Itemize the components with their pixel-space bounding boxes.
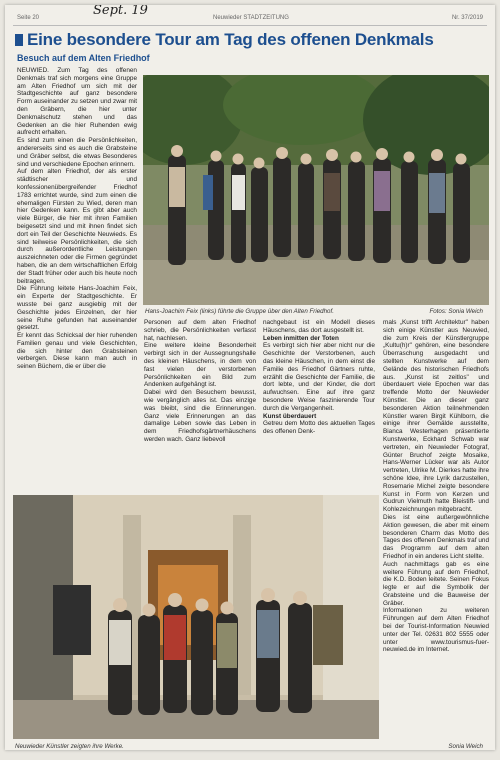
article-title: Eine besondere Tour am Tag des offenen Denkmals (27, 30, 434, 49)
text-column-4 (383, 319, 489, 741)
paragraph: Informationen zu weiteren Führungen auf dem Alten Friedhof bei der Tourist-Information Neuwied unter der Tel. 02631 802 5555 oder unter www.tourismus-fuer-neuwied.de im Internet. (383, 607, 489, 654)
page-number: Seite 20 (17, 15, 40, 21)
paragraph: Es verbirgt sich hier aber nicht nur die Geschichte der Verstorbenen, auch das kleine Häuschen, in dem einst die Familie des Friedhof Gärtners ruhte, erzählt die Geschichte der Familie, die dort lebte, und der Kinder, die dort aufwuchsen. Eine auf ihre ganz besondere Weise faszinierende Tour durch die Vergangenheit. (263, 342, 375, 412)
text-column-1 (17, 67, 137, 493)
group-photo-cemetery (143, 75, 489, 305)
group-photo-artists (13, 495, 379, 739)
text-column-2 (144, 319, 256, 493)
paragraph: NEUWIED. Zum Tag des offenen Denkmals traf sich morgens eine Gruppe am Alten Friedhof um sich mit der Stadtgeschichte auf ganz besondere Form auseinander zu setzen und zwar mit den Gräbern, die hier unter Denkmalschutz stehen und das Gedenken an die hier Ruhenden ewig aufrecht erhalten. (17, 67, 137, 137)
issue-number: Nr. 37/2019 (451, 15, 483, 21)
page-header (13, 11, 487, 26)
photo1-caption: Hans-Joachim Feix (links) führte die Gruppe über den Alten Friedhof. (145, 308, 334, 315)
paragraph: nachgebaut ist ein Modell dieses Häuschens, das dort ausgestellt ist. (263, 319, 375, 334)
paragraph: Dabei wird den Besuchern bewusst, wie vergänglich alles ist. Das einzige was bleibt, sind die Erinnerungen. Ganz viele Erinnerungen an das damalige Leben sowie das Leben in dem Friedhofsgärtnerhäuschens werden wach. Ganz liebevoll (144, 389, 256, 443)
article-subtitle: Besuch auf dem Alten Friedhof (17, 53, 150, 63)
paragraph: Es sind zum einen die Persönlichkeiten, andererseits sind es auch die Grabsteine und Gräber selbst, die etwas Besonderes sind und verschiedene Epochen erinnern. (17, 137, 137, 168)
newspaper-page (5, 5, 495, 750)
paragraph: Dies ist eine außergewöhnliche Aktion gewesen, die aber mit einem besonderen Charm das Motto des Tages des offenen Denkmals traf und das Programm auf dem alten Friedhof in ein anderes Licht stellte. (383, 513, 489, 560)
paragraph: mals „Kunst trifft Architektur" haben sich einige Künstler aus Neuwied, die zum Kreis der Künstlergruppe „Kultu(h)r" gehören, eine besondere Überraschung ausgedacht und stellten Kunstwerke auf dem Gelände des historischen Friedhofs aus. „Kunst ist zeitlos" und überdauert viele Epochen war das treffende Motto der Neuwieder Künstler. Die an dieser ganz besonderen Aktion teilnehmenden Künstler waren Birgit Kühlborn, die einige ihrer Gemälde ausstellte, Bianca Westerhagen präsentierte Kunstwerke, Eckhard Schwab war vertreten, ein Neuwieder Fotograf, Günter Bruchof zeigte Mosaike, Hans-Werner Lücker war als Autor vertreten, Ulrike M. Dierkes hatte ihre schöne Idee, ihre Lyrik darzustellen, Rosemarie Michel zeigte besondere Kunst in Form von Kerzen und Gudrun Vielmuth hatte Bleistift- und Kohlezeichnungen mitgebracht. (383, 319, 489, 514)
section-heading: Leben inmitten der Toten (263, 334, 339, 342)
photo2-credit: Sonia Weich (448, 743, 483, 750)
newspaper-name: Neuwieder STADTZEITUNG (213, 15, 289, 21)
title-marker (15, 34, 23, 46)
paragraph: Auch nachmittags gab es eine weitere Führung auf dem Friedhof, die K.D. Boden leitete. Seinen Fokus legte er auf die Symbolik der Grabsteine und die Bauweise der Gräber. (383, 560, 489, 607)
paragraph: Getreu dem Motto des aktuellen Tages des offenen Denk- (263, 420, 375, 436)
paragraph: Eine weitere kleine Besonderheit verbirgt sich in der Aussegnungshalle des kleinen Häuschens, in dem von fast vielen der verstorbenen Persönlichkeiten ein Bild zum Andenken aufgehängt ist. (144, 342, 256, 389)
photo1-credit: Fotos: Sonia Weich (429, 308, 483, 315)
photo2-caption: Neuwieder Künstler zeigten ihre Werke. (15, 743, 124, 750)
section-heading: Kunst überdauert (263, 412, 317, 420)
text-column-3 (263, 319, 375, 493)
paragraph: Die Führung leitete Hans-Joachim Feix, ein Experte der Stadtgeschichte. Er wusste bei ganz ausgiebig mit der Geschichte jedes Einzelnen, der hier seine Ruhe gefunden hat auseinander gesetzt. (17, 285, 137, 332)
handwritten-date: Sept. 19 (93, 5, 148, 18)
paragraph: Personen auf dem alten Friedhof schrieb, die Persönlichkeiten verfasst hat, nachlesen. (144, 319, 256, 342)
paragraph: Auf dem alten Friedhof, der als erster städtischer und konfessionenübergreifender Friedhof 1783 errichtet wurde, sind zum einen die ehemaligen Fürsten zu Wied, deren man hier Gedenken kann. Es gibt aber auch viele Bürger, die hier mit ihren Familien beigesetzt sind und mit ihnen findet sich dort ein Teil der Geschichte Neuwieds. Es sind teilweise Persönlichkeiten, die sich durch außerordentliche Leistungen auszeichneten oder die Firmen gegründet haben, die an dem wirtschaftlichen Erfolg der Stadt früher oder auch bis heute noch beitragen. (17, 168, 137, 285)
paragraph: Er kennt das Schicksal der hier ruhenden Familien genau und viele Geschichten, die sich hinter den Grabsteinen verbergen. Diese kann man auch in seinen Büchern, die er über die (17, 332, 137, 371)
